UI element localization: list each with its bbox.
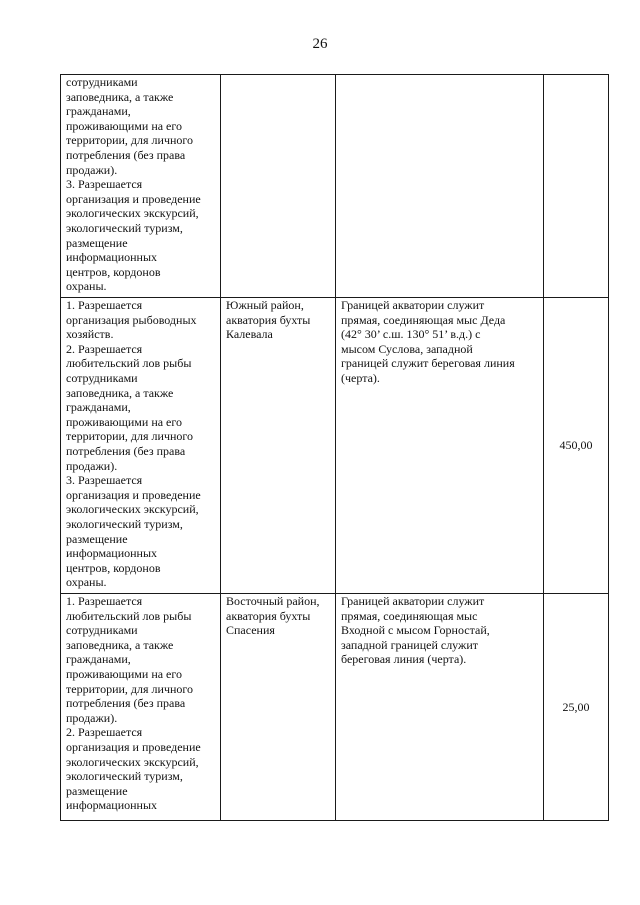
text-line: 3. Разрешается — [66, 473, 143, 488]
text-line: береговая линия (черта). — [341, 652, 467, 667]
text-line: Восточный район, — [226, 594, 320, 608]
text-line: 2. Разрешается — [66, 341, 143, 356]
text-line: проживающими на его — [66, 414, 183, 429]
text-line: проживающими на его — [66, 118, 183, 133]
boundary-cell — [336, 298, 544, 594]
text-line: Южный район, — [226, 298, 304, 312]
text-line: организация и проведение — [66, 191, 201, 206]
text-line: центров, кордонов — [66, 560, 161, 575]
table-row — [61, 298, 609, 594]
text-line: любительский лов рыбы — [66, 356, 192, 371]
text-line: 1. Разрешается — [66, 594, 143, 608]
text-line: 2. Разрешается — [66, 725, 143, 740]
text-line: территории, для личного — [66, 681, 194, 696]
text-line: сотрудниками — [66, 370, 138, 385]
text-line: заповедника, а также — [66, 637, 174, 652]
table-row — [61, 75, 609, 298]
text-line: Входной с мысом Горностай, — [341, 623, 490, 638]
area-value-cell — [544, 75, 609, 298]
text-line: экологических экскурсий, — [66, 502, 199, 517]
text-line: размещение — [66, 235, 128, 250]
activities-cell — [61, 75, 221, 298]
text-line: проживающими на его — [66, 666, 183, 681]
text-line: потребления (без права — [66, 696, 186, 711]
text-line: (черта). — [341, 370, 380, 385]
text-line: территории, для личного — [66, 429, 194, 444]
zones-table — [60, 74, 609, 821]
text-line: экологический туризм, — [66, 769, 183, 784]
text-line: сотрудниками — [66, 623, 138, 638]
text-line: продажи). — [66, 458, 118, 473]
text-line: центров, кордонов — [66, 264, 161, 279]
table-row — [61, 594, 609, 821]
text-line: потребления (без права — [66, 147, 186, 162]
text-line: гражданами, — [66, 652, 131, 667]
text-line: охраны. — [66, 279, 107, 294]
text-line: Границей акватории служит — [341, 594, 485, 608]
location-cell — [221, 594, 336, 821]
text-line: информационных — [66, 798, 158, 813]
text-line: продажи). — [66, 710, 118, 725]
text-line: прямая, соединяющая мыс Деда — [341, 312, 506, 327]
text-line: заповедника, а также — [66, 385, 174, 400]
text-line: экологический туризм, — [66, 220, 183, 235]
text-line: гражданами, — [66, 104, 131, 119]
text-line: продажи). — [66, 162, 118, 177]
page-number: 26 — [312, 36, 328, 52]
text-line: (42° 30’ с.ш. 130° 51’ в.д.) с — [341, 327, 481, 342]
text-line: потребления (без права — [66, 443, 186, 458]
text-line: любительский лов рыбы — [66, 608, 192, 623]
text-line: информационных — [66, 546, 158, 561]
text-line: акватория бухты — [226, 312, 311, 327]
activities-cell — [61, 594, 221, 821]
text-line: 3. Разрешается — [66, 177, 143, 192]
text-line: Спасения — [226, 623, 275, 638]
text-line: размещение — [66, 783, 128, 798]
text-line: территории, для личного — [66, 133, 194, 148]
text-line: организация и проведение — [66, 487, 201, 502]
text-line: организация и проведение — [66, 739, 201, 754]
text-line: экологический туризм, — [66, 516, 183, 531]
text-line: сотрудниками — [66, 75, 138, 89]
boundary-cell — [336, 594, 544, 821]
text-line: информационных — [66, 250, 158, 265]
text-line: прямая, соединяющая мыс — [341, 608, 478, 623]
activities-cell — [61, 298, 221, 594]
text-line: экологических экскурсий, — [66, 754, 199, 769]
text-line: заповедника, а также — [66, 89, 174, 104]
text-line: охраны. — [66, 575, 107, 590]
text-line: границей служит береговая линия — [341, 356, 515, 371]
text-line: мысом Суслова, западной — [341, 341, 473, 356]
location-cell — [221, 298, 336, 594]
text-line: гражданами, — [66, 400, 131, 415]
area-value-cell: 450,00 — [544, 298, 609, 594]
area-value-cell: 25,00 — [544, 594, 609, 821]
text-line: акватория бухты — [226, 608, 311, 623]
text-line: экологических экскурсий, — [66, 206, 199, 221]
text-line: Калевала — [226, 327, 273, 342]
text-line: 1. Разрешается — [66, 298, 143, 312]
boundary-cell — [336, 75, 544, 298]
text-line: организация рыбоводных — [66, 312, 197, 327]
text-line: Границей акватории служит — [341, 298, 485, 312]
location-cell — [221, 75, 336, 298]
text-line: размещение — [66, 531, 128, 546]
text-line: хозяйств. — [66, 327, 114, 342]
text-line: западной границей служит — [341, 637, 478, 652]
